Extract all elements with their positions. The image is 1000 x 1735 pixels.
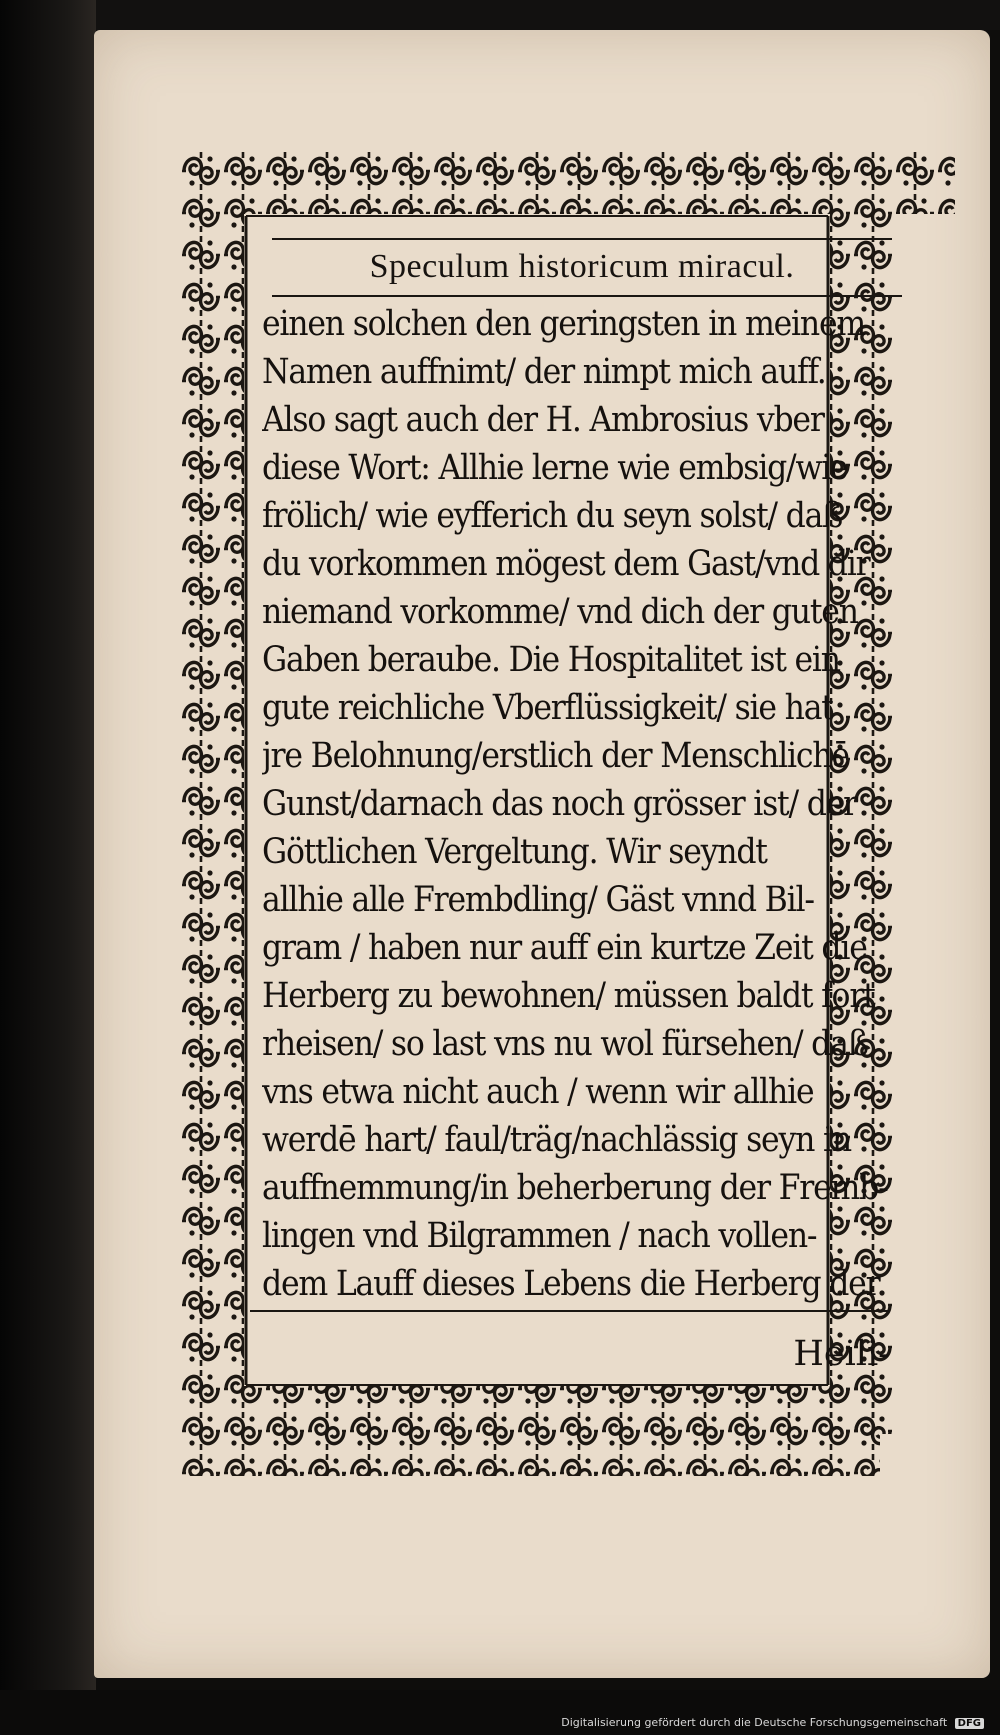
credit-text: Digitalisierung gefördert durch die Deutsche Forschungsgemeinschaft: [561, 1716, 948, 1729]
footer-rule: [250, 1310, 890, 1312]
text-line: diese Wort: Allhie lerne wie embsig/wie: [262, 448, 848, 488]
text-line: allhie alle Frembdling/ Gäst vnnd Bil-: [262, 880, 814, 920]
text-line: Göttlichen Vergeltung. Wir seyndt: [262, 832, 767, 872]
text-line: vns etwa nicht auch / wenn wir allhie: [262, 1072, 814, 1112]
text-line: Gunst/darnach das noch grösser ist/ der: [262, 784, 857, 824]
text-line: Herberg zu bewohnen/ müssen baldt fort: [262, 976, 875, 1016]
running-title: Speculum historicum miracul.: [369, 248, 795, 285]
text-line: frölich/ wie eyfferich du seyn solst/ daß: [262, 496, 842, 536]
text-line: lingen vnd Bilgrammen / nach vollen-: [262, 1216, 817, 1256]
scan-top-edge: [0, 0, 1000, 30]
text-line: Gaben beraube. Die Hospitalitet ist ein: [262, 640, 840, 680]
text-line: einen solchen den geringsten in meinem: [262, 304, 866, 344]
text-line: niemand vorkomme/ vnd dich der guten: [262, 592, 858, 632]
text-line: Also sagt auch der H. Ambrosius vber: [262, 400, 824, 440]
text-line: werdē hart/ faul/träg/nachlässig seyn in: [262, 1120, 851, 1160]
header-rule-bottom: [272, 295, 902, 297]
catchword: Heili-: [793, 1334, 890, 1374]
text-line: rheisen/ so last vns nu wol fürsehen/ daß: [262, 1024, 868, 1064]
text-line: gute reichliche Vberflüssigkeit/ sie hat: [262, 688, 833, 728]
text-line: gram / haben nur auff ein kurtze Zeit die: [262, 928, 867, 968]
text-line: du vorkommen mögest dem Gast/vnd dir: [262, 544, 870, 584]
text-line: jre Belohnung/erstlich der Menschlichē: [262, 736, 849, 776]
dfg-logo: DFG: [955, 1718, 984, 1729]
text-line: auffnemmung/in beherberung der Fremb-: [262, 1168, 888, 1208]
text-line: dem Lauff dieses Lebens die Herberg der: [262, 1264, 880, 1304]
text-line: Namen auffnimt/ der nimpt mich auff.: [262, 352, 826, 392]
digitization-credit: [561, 1716, 984, 1729]
book-spine: [0, 0, 96, 1735]
